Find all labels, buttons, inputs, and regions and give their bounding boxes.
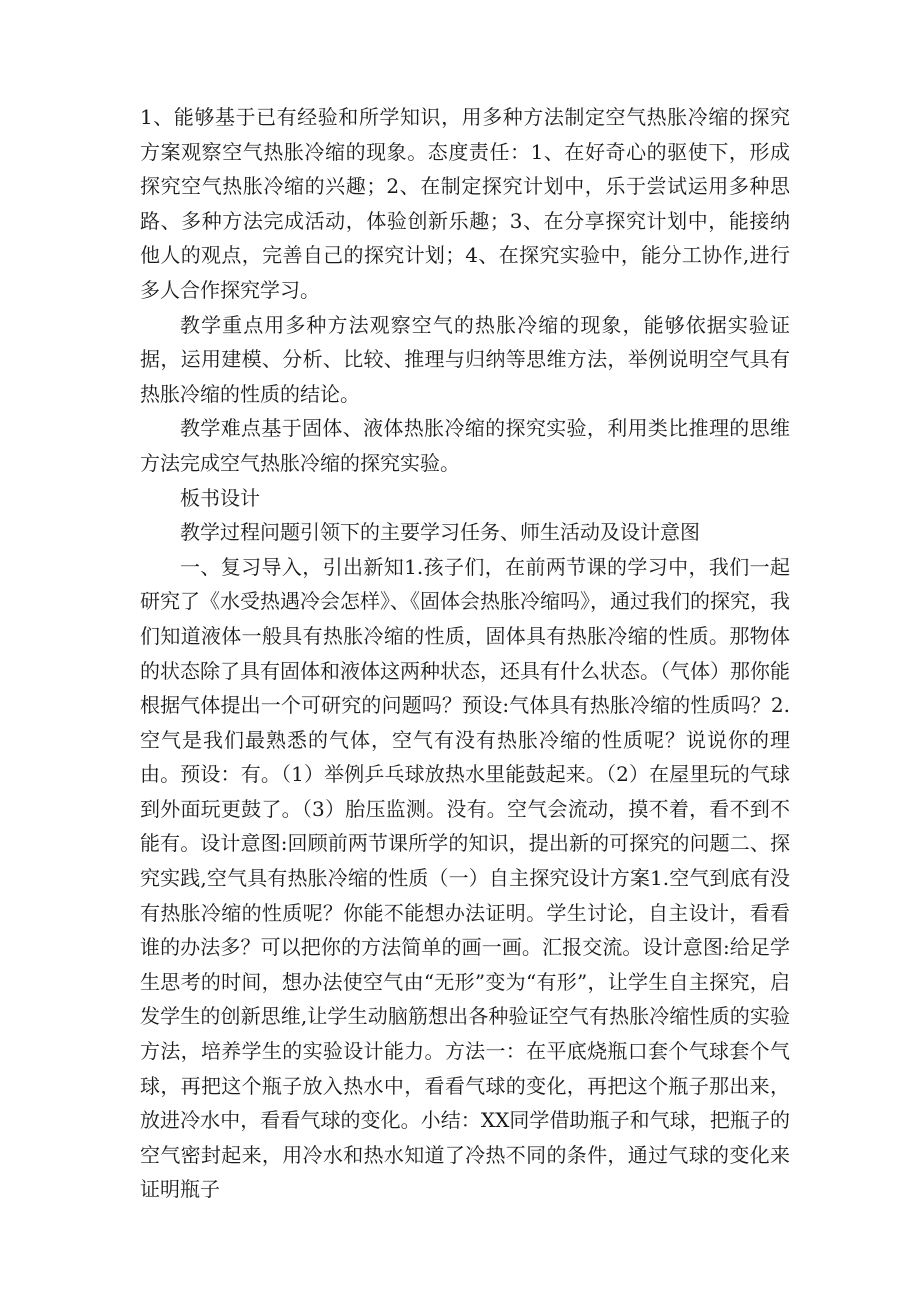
board-design-heading: 板书设计 — [180, 485, 260, 510]
process-body-paragraph: 一、复习导入，引出新知1.孩子们，在前两节课的学习中，我们一起研究了《水受热遇冷会怎样》、《固体会热胀冷缩吗》，通过我们的探究，我们知道液体一般具有热胀冷缩的性质，固体具有热胀冷缩的性质。那物体的状态除了具有固体和液体这两种状态，还具有什么状态。（气体）那你能根据气体提出一个可研究的问题吗？预设:气体具有热胀冷缩的性质吗？2.空气是我们最熟悉的气体，空气有没有热胀冷缩的性质呢？说说你的理由。预设：有。（1）举例乒乓球放热水里能鼓起来。（2）在屋里玩的气球到外面玩更鼓了。（3）胎压监测。没有。空气会流动，摸不着，看不到不能有。设计意图:回顾前两节课所学的知识，提出新的可探究的问题二、探究实践,空气具有热胀冷缩的性质（一）自主探究设计方案1.空气到底有没有热胀冷缩的性质呢？你能不能想办法证明。学生讨论，自主设计，看看谁的办法多？可以把你的方法简单的画一画。汇报交流。设计意图:给足学生思考的时间，想办法使空气由“无形”变为“有形”，让学生自主探究，启发学生的创新思维,让学生动脑筋想出各种验证空气有热胀冷缩性质的实验方法，培养学生的实验设计能力。方法一：在平底烧瓶口套个气球套个气球，再把这个瓶子放入热水中，看看气球的变化，再把这个瓶子那出来，放进冷水中，看看气球的变化。小结：XX同学借助瓶子和气球，把瓶子的空气密封起来，用冷水和热水知道了冷热不同的条件，通过气球的变化来证明瓶子 — [140, 554, 790, 1202]
process-heading: 教学过程问题引领下的主要学习任务、师生活动及设计意图 — [180, 520, 700, 545]
difficulties-paragraph: 教学难点基于固体、液体热胀冷缩的探究实验，利用类比推理的思维方法完成空气热胀冷缩的探究实验。 — [140, 416, 790, 475]
key-points-paragraph: 教学重点用多种方法观察空气的热胀冷缩的现象，能够依据实验证据，运用建模、分析、比较、推理与归纳等思维方法，举例说明空气具有热胀冷缩的性质的结论。 — [140, 312, 790, 406]
document-page — [140, 100, 790, 1207]
goals-paragraph: 1、能够基于已有经验和所学知识，用多种方法制定空气热胀冷缩的探究方案观察空气热胀冷缩的现象。态度责任：1、在好奇心的驱使下，形成探究空气热胀冷缩的兴趣；2、在制定探究计划中，乐于尝试运用多种思路、多种方法完成活动，体验创新乐趣；3、在分享探究计划中，能接纳他人的观点，完善自己的探究计划；4、在探究实验中，能分工协作,进行多人合作探究学习。 — [140, 105, 790, 302]
